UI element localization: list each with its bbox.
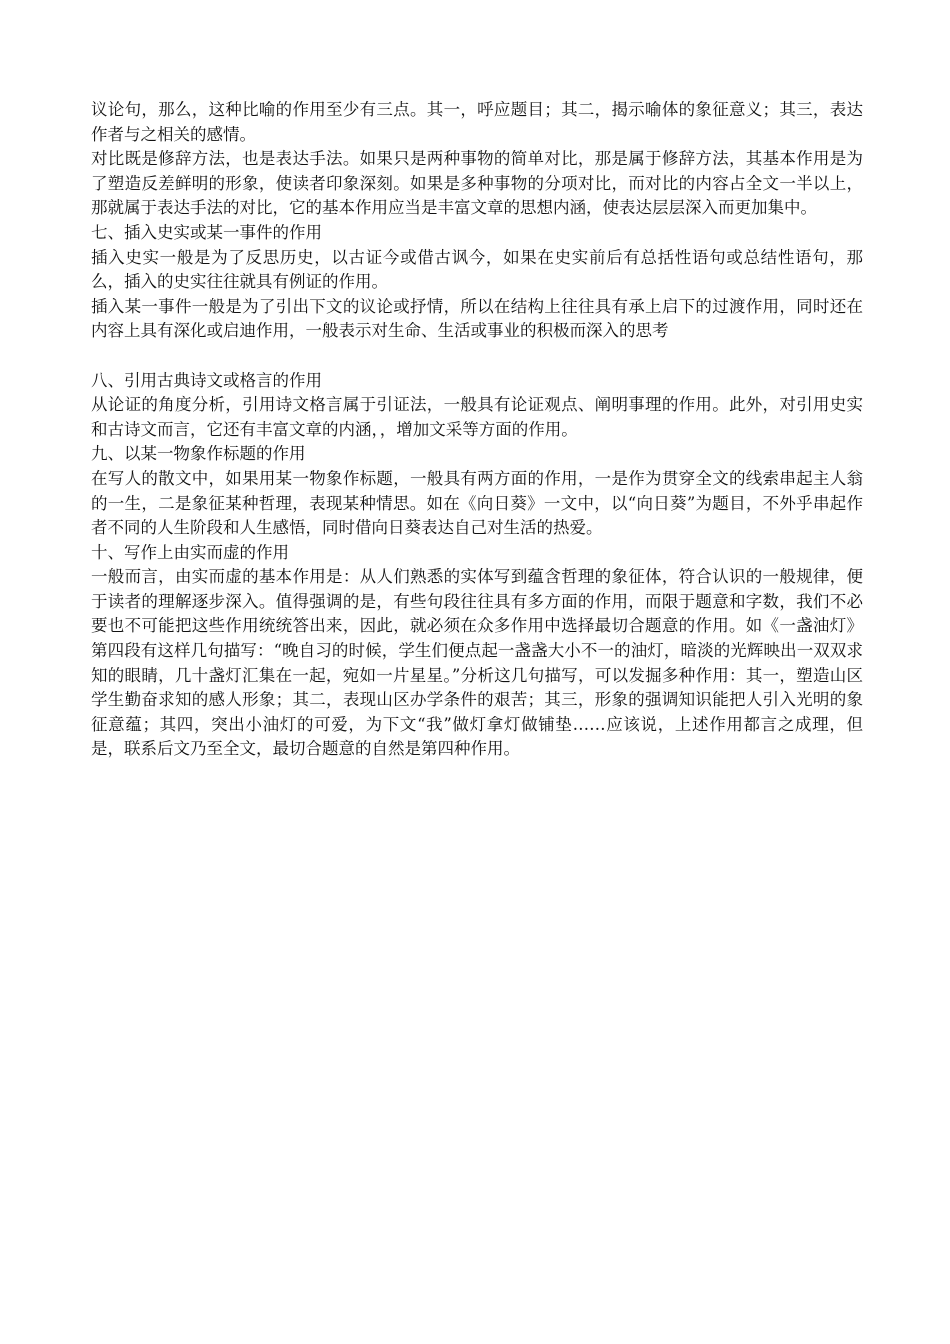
blank-line	[91, 344, 863, 369]
section-heading-10: 十、写作上由实而虚的作用	[91, 542, 289, 562]
document-page	[91, 98, 863, 762]
section-heading-8: 八、引用古典诗文或格言的作用	[91, 370, 322, 390]
section-heading-7: 七、插入史实或某一事件的作用	[91, 222, 322, 242]
paragraph-real-to-abstract: 一般而言，由实而虚的基本作用是：从人们熟悉的实体写到蕴含哲理的象征体，符合认识的一般规律，便于读者的理解逐步深入。值得强调的是，有些句段往往具有多方面的作用，而限于题意和字数，我们不必要也不可能把这些作用统统答出来，因此，就必须在众多作用中选择最切合题意的作用。如《一盏油灯》第四段有这样几句描写：“晚自习的时候，学生们便点起一盏盏大小不一的油灯，暗淡的光辉映出一双双求知的眼睛，几十盏灯汇集在一起，宛如一片星星。”分析这几句描写，可以发掘多种作用：其一，塑造山区学生勤奋求知的感人形象；其二，表现山区办学条件的艰苦；其三，形象的强调知识能把人引入光明的象征意蕴；其四，突出小油灯的可爱，为下文“我”做灯拿灯做铺垫……应该说，上述作用都言之成理，但是，联系后文乃至全文，最切合题意的自然是第四种作用。	[91, 567, 863, 759]
section-heading-9: 九、以某一物象作标题的作用	[91, 444, 306, 464]
paragraph-contrast: 对比既是修辞方法，也是表达手法。如果只是两种事物的简单对比，那是属于修辞方法，其基本作用是为了塑造反差鲜明的形象，使读者印象深刻。如果是多种事物的分项对比，而对比的内容占全文一半以上，那就属于表达手法的对比，它的基本作用应当是丰富文章的思想内涵，使表达层层深入而更加集中。	[91, 149, 863, 218]
paragraph-quotation: 从论证的角度分析，引用诗文格言属于引证法，一般具有论证观点、阐明事理的作用。此外，对引用史实和古诗文而言，它还有丰富文章的内涵，，增加文采等方面的作用。	[91, 395, 863, 439]
paragraph-inserted-event: 插入某一事件一般是为了引出下文的议论或抒情，所以在结构上往往具有承上启下的过渡作用，同时还在内容上具有深化或启迪作用，一般表示对生命、生活或事业的积极而深入的思考	[91, 296, 863, 341]
paragraph-object-title: 在写人的散文中，如果用某一物象作标题，一般具有两方面的作用，一是作为贯穿全文的线索串起主人翁的一生，二是象征某种哲理，表现某种情思。如在《向日葵》一文中，以“向日葵”为题目，不外乎串起作者不同的人生阶段和人生感悟，同时借向日葵表达自己对生活的热爱。	[91, 468, 863, 538]
paragraph-historical-facts: 插入史实一般是为了反思历史，以古证今或借古讽今，如果在史实前后有总括性语句或总结性语句，那么，插入的史实往往就具有例证的作用。	[91, 247, 863, 292]
paragraph-metaphor-effects: 议论句，那么，这种比喻的作用至少有三点。其一，呼应题目；其二，揭示喻体的象征意义；其三，表达作者与之相关的感情。	[91, 100, 863, 144]
